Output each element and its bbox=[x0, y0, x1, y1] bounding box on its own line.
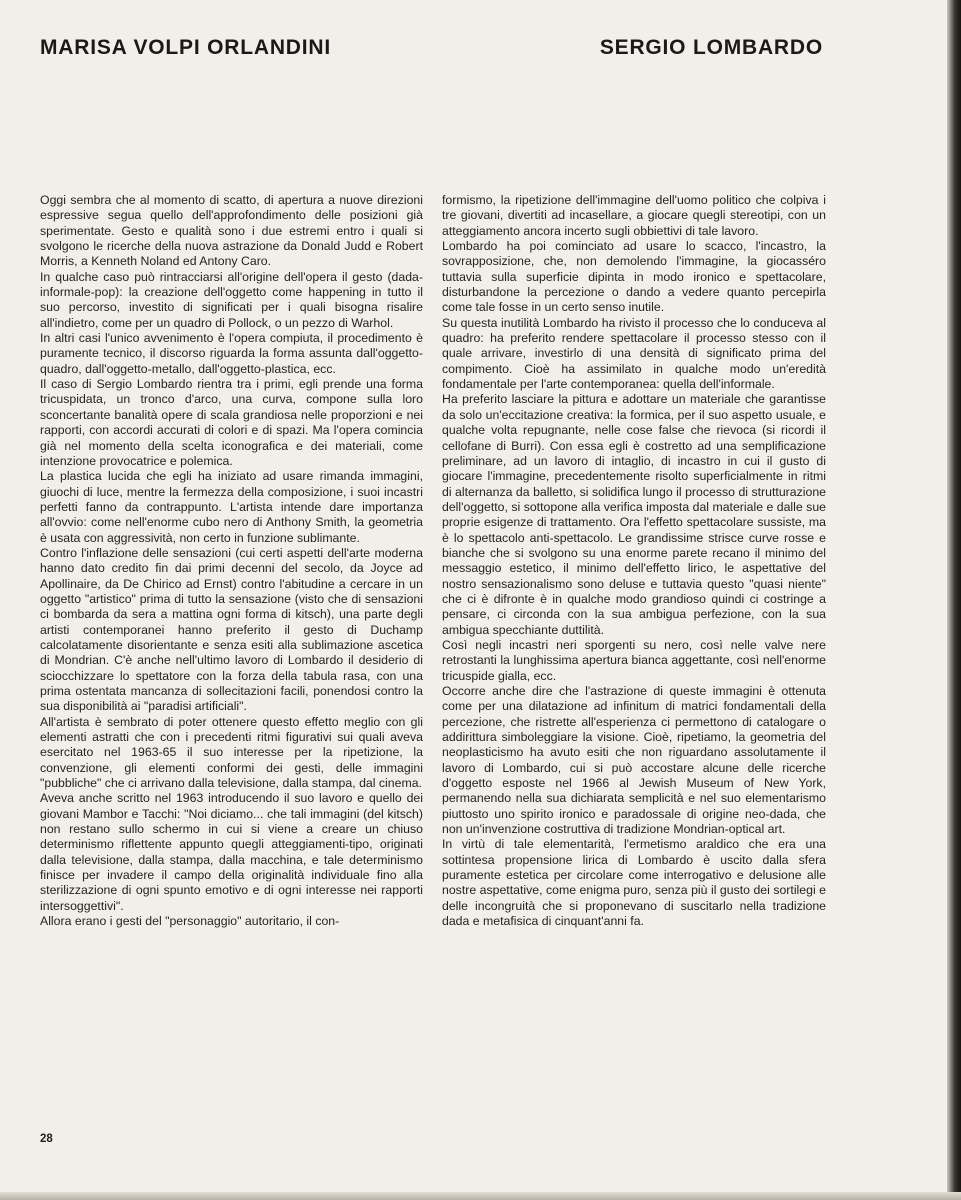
author-name: MARISA VOLPI ORLANDINI bbox=[40, 36, 331, 59]
paragraph: formismo, la ripetizione dell'immagine dell'uomo politico che colpiva i tre giovani, divertiti ad incasellare, a giocare quegli stereotipi, con un atteggiamento ancora incerto sugli obbiettivi di tale lavoro. bbox=[442, 193, 826, 238]
paragraph: Aveva anche scritto nel 1963 introducendo il suo lavoro e quello dei giovani Mambor e Tacchi: "Noi diciamo... che tali immagini (del kitsch) non restano sullo schermo in cui si viene a creare un chiuso determinismo riflettente appunto quegli atteggiamenti-tipo, originati dalla televisione, dalla stampa, dalla macchina, e tale determinismo finisce per invadere il campo della originalità individuale fino alla sterilizzazione di ogni spunto emotivo e di ogni interesse nei rapporti intersoggettivi". bbox=[40, 791, 423, 913]
page-number: 28 bbox=[40, 1133, 53, 1145]
paragraph: La plastica lucida che egli ha iniziato ad usare rimanda immagini, giuochi di luce, mentre la fermezza della composizione, i suoi incastri perfetti fanno da contrappunto. L'artista intende dare importanza all'ovvio: come nell'enorme cubo nero di Anthony Smith, la geometria è usata con aggressività, non certo in funzione sublimante. bbox=[40, 469, 423, 545]
page-bottom-edge bbox=[0, 1192, 961, 1200]
paragraph: Ha preferito lasciare la pittura e adottare un materiale che garantisse da solo un'eccitazione creativa: la formica, per il suo aspetto usuale, e qualche volta repugnante, nelle cose false che rievoca (si ricordi il cellofane di Burri). Con essa egli è costretto ad una semplificazione preliminare, ad un lavoro di intaglio, di incastro in cui il gusto di giocare l'immagine, precedentemente risolto superficialmente in ritmi di alternanza da balletto, si solidifica lungo il processo di strutturazione dell'oggetto, si sottopone alla verifica imposta dal materiale e dalle sue proprie esigenze di trattamento. Ora l'effetto spettacolare sussiste, ma è lo spettacolo anti-spettacolo. Le grandissime strisce curve rosse e bianche che si svolgono su una enorme parete recano il minimo del messaggio estetico, il minimo dell'effetto lirico, le aspettative del nostro sensazionalismo sono deluse e tuttavia questo "quasi niente" che ci è difronte è in qualche modo grandioso quindi ci costringe a pensare, ci circonda con la sua ambigua perfezione, con la sua ambigua specchiante duttilità. bbox=[442, 392, 826, 637]
paragraph: In virtù di tale elementarità, l'ermetismo araldico che era una sottintesa propensione lirica di Lombardo è uscito dalla sfera puramente estetica per circolare come interrogativo e delusione alle nostre aspettative, come enigma puro, senza più il gusto dei sortilegi e delle incongruità che si proponevano di suscitarlo nella tradizione dada e metafisica di cinquant'anni fa. bbox=[442, 837, 826, 929]
text-column-right bbox=[442, 193, 826, 930]
paragraph: In qualche caso può rintracciarsi all'origine dell'opera il gesto (dada-informale-pop): la creazione dell'oggetto come happening in tutto il suo percorso, investito di significati per i quali bisogna risalire all'indietro, come per un quadro di Pollock, o un pezzo di Warhol. bbox=[40, 269, 423, 330]
paragraph: Il caso di Sergio Lombardo rientra tra i primi, egli prende una forma tricuspidata, un tronco d'arco, una curva, compone sulla loro sconcertante banalità opere di scala grandiosa nelle proporzioni e nei rapporti, con accordi accurati di colori e di spazi. Ma l'opera comincia già nel momento della scelta iconografica e dei materiali, come intenzione provocatrice e polemica. bbox=[40, 377, 423, 468]
paragraph: Così negli incastri neri sporgenti su nero, così nelle valve nere retrostanti la lunghissima apertura bianca aggettante, così nell'enorme tricuspide gialla, ecc. bbox=[442, 637, 826, 683]
paragraph: Oggi sembra che al momento di scatto, di apertura a nuove direzioni espressive segua quello dell'approfondimento delle posizioni già sperimentate. Gesto e qualità sono i due estremi entro i quali si svolgono le ricerche della nuova astrazione da Donald Judd e Robert Morris, a Kenneth Noland ed Antony Caro. bbox=[40, 193, 423, 269]
paragraph: Occorre anche dire che l'astrazione di queste immagini è ottenuta come per una dilatazione ad infinitum di matrici fondamentali della percezione, che ristrette all'esperienza ci permettono di catalogare o addirittura simboleggiare la visione. Cioè, ripetiamo, la geometria del neoplasticismo ha avuto esiti che non riguardano assolutamente il lavoro di Lombardo, cui si può accostare alcune delle ricerche d'oggetto esposte nel 1966 al Jewish Museum of New York, permanendo nella sua dichiarata semplicità e nel suo elementarismo piuttosto uno spirito ironico e paradossale di origine neo-dada, che non un'invenzione costruttiva di tradizione Mondrian-optical art. bbox=[442, 684, 826, 837]
page-binding-edge bbox=[947, 0, 961, 1200]
paragraph: Lombardo ha poi cominciato ad usare lo scacco, l'incastro, la sovrapposizione, che, non demolendo l'immagine, la giocasséro tuttavia sulla superficie dipinta in modo ironico e spettacolare, disturbandone la percezione o dando a vedere quanto percepirla come tale fosse in un certo senso inutile. bbox=[442, 239, 826, 315]
paragraph: Su questa inutilità Lombardo ha rivisto il processo che lo conduceva al quadro: ha preferito rendere spettacolare il processo stesso con il quale arrivare, investirlo di una densità di significato prima del compimento. Cioè ha assimilato in qualche modo un'eredità fondamentale per l'arte contemporanea: quella dell'informale. bbox=[442, 315, 826, 392]
paragraph: Allora erano i gesti del "personaggio" autoritario, il con- bbox=[40, 914, 340, 929]
article-subject: SERGIO LOMBARDO bbox=[599, 36, 823, 59]
text-column-left bbox=[40, 193, 423, 930]
paragraph: Contro l'inflazione delle sensazioni (cui certi aspetti dell'arte moderna hanno dato credito fin dai primi decenni del secolo, da Joyce ad Apollinaire, da De Chirico ad Ernst) contro l'abitudine a cercare in un oggetto "artistico" prima di tutto la sensazione (visto che di sensazioni ci bombarda da sera a mattina ogni forma di kitsch), una parte degli artisti contemporanei hanno preferito il gesto di Duchamp calcolatamente disorientante e senza esiti alla sublimazione ascetica di Mondrian. C'è anche nell'ultimo lavoro di Lombardo il desiderio di sciocchizzare lo spettatore con la forza della tabula rasa, con una prima ostentata mancanza di sollecitazioni facili, ponendosi contro la sua disponibilità ai "paradisi artificiali". bbox=[40, 545, 423, 714]
paragraph: In altri casi l'unico avvenimento è l'opera compiuta, il procedimento è puramente tecnico, il discorso riguarda la forma assunta dall'oggetto-quadro, dall'oggetto-metallo, dall'oggetto-plastica, ecc. bbox=[40, 331, 423, 376]
paragraph: All'artista è sembrato di poter ottenere questo effetto meglio con gli elementi astratti che con i precedenti ritmi figurativi sui quali aveva esercitato nel 1963-65 il suo interesse per la ripetizione, la convenzione, gli elementi conformi dei gesti, delle immagini "pubbliche" che ci arrivano dalla televisione, dalla stampa, dal cinema. bbox=[40, 714, 423, 791]
